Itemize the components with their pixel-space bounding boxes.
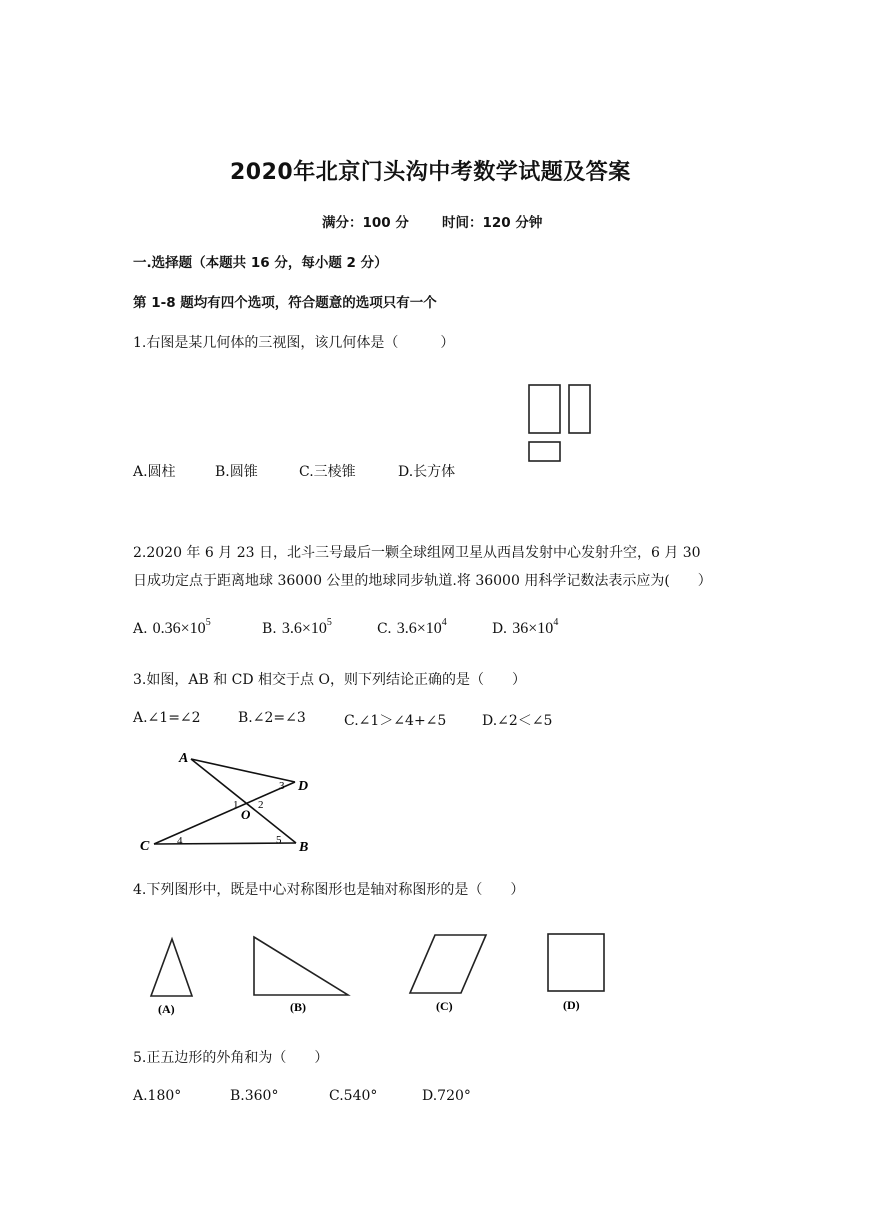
- angle-1-label: 1: [233, 799, 239, 811]
- full-score: 满分：100 分: [322, 215, 409, 231]
- exam-time: 时间：120 分钟: [442, 215, 543, 231]
- segment-ab: [191, 759, 296, 843]
- section-subheading: 第 1-8 题均有四个选项，符合题意的选项只有一个: [133, 295, 437, 311]
- q1-option-c: C.三棱锥: [299, 464, 356, 480]
- section-heading: 一.选择题（本题共 16 分，每小题 2 分）: [133, 255, 388, 271]
- question-3-text: 3.如图，AB 和 CD 相交于点 O，则下列结论正确的是（ ）: [133, 672, 526, 688]
- page-title: 2020年北京门头沟中考数学试题及答案: [230, 160, 631, 185]
- q1-option-d: D.长方体: [398, 464, 456, 480]
- question-5-text: 5.正五边形的外角和为（ ）: [133, 1050, 329, 1066]
- question-2-line2: 日成功定点于距离地球 36000 公里的地球同步轨道.将 36000 用科学记数法表示应为( ）: [133, 573, 712, 589]
- label-a: A: [179, 751, 189, 766]
- caption-a: (A): [158, 1002, 175, 1016]
- q2-option-coef: 0.36×10: [152, 620, 206, 637]
- top-view-rect: [529, 442, 560, 461]
- q2-option-coef: 3.6×10: [396, 620, 442, 637]
- angle-4-label: 4: [177, 835, 183, 847]
- question-1-text: 1.右图是某几何体的三视图，该几何体是（ ）: [133, 335, 455, 351]
- q2-option-letter: C.: [377, 621, 392, 637]
- segment-cd: [154, 782, 295, 844]
- caption-d: (D): [563, 998, 580, 1012]
- isosceles-triangle: [151, 939, 192, 996]
- q3-option-d: D.∠2＜∠5: [482, 713, 553, 729]
- q2-option-exp: 5: [326, 616, 332, 628]
- q1-option-a: A.圆柱: [133, 464, 176, 480]
- q5-option-a: A.180°: [133, 1088, 182, 1104]
- caption-b: (B): [290, 1000, 306, 1014]
- parallelogram: [410, 935, 486, 993]
- label-c: C: [140, 839, 150, 854]
- q2-option-coef: 3.6×10: [281, 620, 327, 637]
- label-d: D: [298, 779, 309, 794]
- q3-option-c: C.∠1＞∠4+∠5: [344, 713, 447, 729]
- q2-option-c: [377, 618, 447, 638]
- q2-option-a: [133, 618, 211, 638]
- front-view-rect: [529, 385, 560, 433]
- right-triangle: [254, 937, 348, 995]
- q2-option-b: [262, 618, 332, 638]
- three-view-figure: [522, 380, 597, 468]
- angle-5-label: 5: [276, 834, 282, 846]
- q2-option-letter: B.: [262, 621, 277, 637]
- shapes-figure: [140, 925, 620, 1025]
- angle-2-label: 2: [258, 799, 264, 811]
- q2-option-coef: 36×10: [512, 620, 554, 637]
- q3-option-a: A.∠1=∠2: [133, 710, 201, 726]
- q2-option-exp: 5: [205, 616, 211, 628]
- side-view-rect: [569, 385, 590, 433]
- caption-c: (C): [436, 999, 453, 1013]
- q1-option-b: B.圆锥: [215, 464, 258, 480]
- label-b: B: [299, 840, 309, 855]
- square: [548, 934, 604, 991]
- q2-option-letter: D.: [492, 621, 508, 637]
- q2-option-d: [492, 618, 558, 638]
- label-o: O: [241, 807, 251, 822]
- q2-option-exp: 4: [553, 616, 559, 628]
- angle-3-label: 3: [279, 780, 285, 792]
- intersecting-lines-figure: [135, 745, 325, 860]
- q5-option-d: D.720°: [422, 1088, 471, 1104]
- q5-option-b: B.360°: [230, 1088, 279, 1104]
- q2-option-exp: 4: [441, 616, 447, 628]
- question-4-text: 4.下列图形中，既是中心对称图形也是轴对称图形的是（ ）: [133, 882, 525, 898]
- segment-cb: [154, 843, 296, 844]
- q2-option-letter: A.: [133, 621, 148, 637]
- q5-option-c: C.540°: [329, 1088, 378, 1104]
- question-2-line1: 2.2020 年 6 月 23 日，北斗三号最后一颗全球组网卫星从西昌发射中心发射升空，6 月 30: [133, 545, 701, 561]
- q3-option-b: B.∠2=∠3: [238, 710, 306, 726]
